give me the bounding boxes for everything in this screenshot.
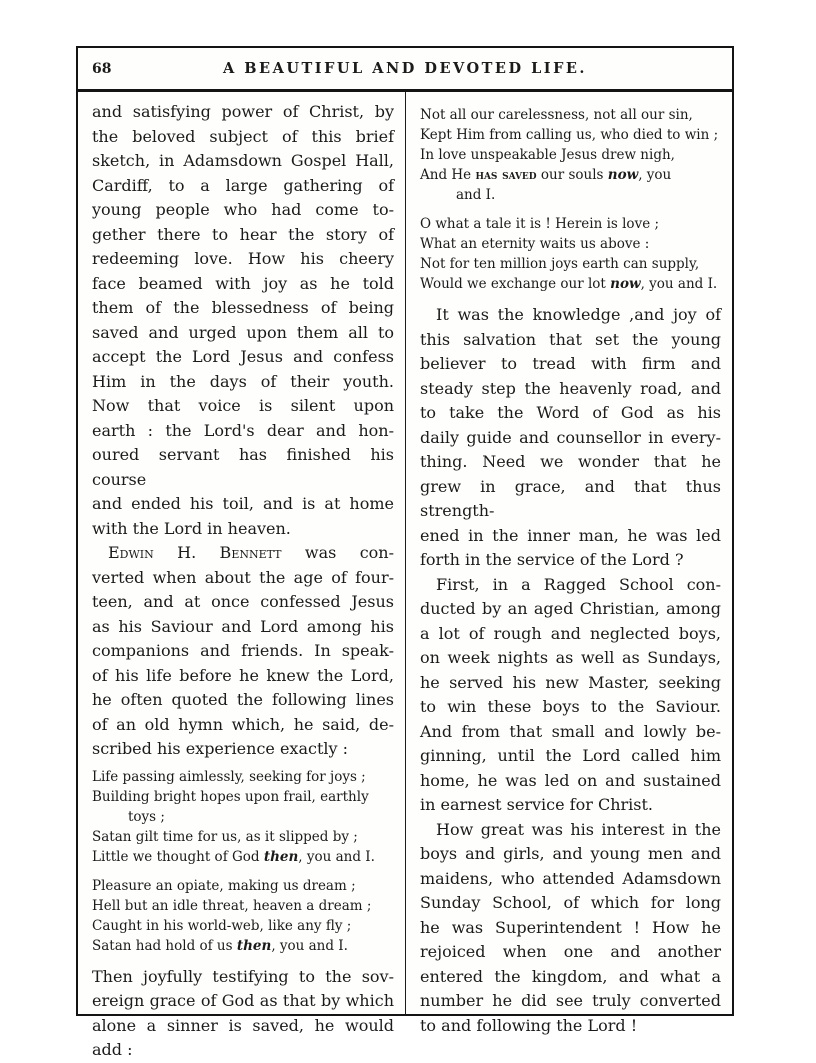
text-line: Not all our carelessness, not all our sin, [420,107,693,123]
text-line: And He has saved our souls now, you [420,167,672,183]
text-line: oured servant has finished his course [92,445,394,489]
text-line: verted when about the age of four- [92,567,394,587]
text-line: the beloved subject of this brief [92,126,394,146]
text-line: First, in a Ragged School con- [436,574,721,594]
text-line: number he did see truly converted [420,991,721,1010]
text-line: to and following the Lord ! [420,1015,638,1035]
text-line: on week nights as well as Sundays, [420,648,721,667]
text-line: ereign grace of God as that by which [92,991,394,1010]
paragraph [420,818,721,1039]
verse-block [420,214,721,294]
text-line: companions and friends. In speak- [92,641,394,660]
text-line: he served his new Master, seeking [420,672,721,692]
left-column [78,92,405,1059]
text-line: he often quoted the following lines [92,690,394,709]
text-line: of his life before he knew the Lord, [92,665,394,685]
text-line: boys and girls, and young men and [420,844,721,863]
text-columns [78,92,732,1059]
verse-block [420,105,721,205]
text-line: of an old hymn which, he said, de- [92,714,394,734]
text-line: Little we thought of God then, you and I. [92,848,375,865]
text-line: grew in grace, and that thus strength- [420,476,721,520]
text-line: to take the Word of God as his [420,403,721,422]
text-line: thing. Need we wonder that he [420,452,721,471]
text-line: What an eternity waits us above : [420,236,650,252]
right-column [405,92,732,1035]
text-line: Satan gilt time for us, as it slipped by ; [92,828,358,845]
page-title: A BEAUTIFUL AND DEVOTED LIFE. [223,60,587,77]
text-line: and ended his toil, and is at home [92,494,394,513]
text-line: to win these boys to the Saviour. [420,697,721,716]
page-header [78,48,732,92]
text-line: as his Saviour and Lord among his [92,616,394,636]
paragraph [420,573,721,818]
text-line: ginning, until the Lord called him [420,746,721,765]
text-line: Cardiff, to a large gathering of [92,175,394,195]
text-line: It was the knowledge ,and joy of [436,305,721,324]
text-line: them of the blessedness of being [92,298,394,317]
text-line: daily guide and counsellor in every- [420,427,721,447]
text-line: Caught in his world-web, like any fly ; [92,917,352,934]
paragraph [92,965,394,1063]
text-line: saved and urged upon them all to [92,322,394,342]
text-line: forth in the service of the Lord ? [420,550,684,569]
text-line: In love unspeakable Jesus drew nigh, [420,147,675,163]
text-line: Then joyfully testifying to the sov- [92,966,394,986]
text-line: a lot of rough and neglected boys, [420,623,721,643]
text-line: rejoiced when one and another [420,942,721,961]
text-line: Building bright hopes upon frail, earthly [92,788,369,805]
text-line: scribed his experience exactly : [92,739,349,758]
text-line: ened in the inner man, he was led [420,525,721,545]
text-line: and satisfying power of Christ, by [92,102,394,121]
text-line: this salvation that set the young [420,329,721,349]
text-line: with the Lord in heaven. [92,518,291,538]
text-line: believer to tread with firm and [420,354,721,373]
text-line: And from that small and lowly be- [420,721,721,741]
text-line: steady step the heavenly road, and [420,378,721,398]
text-line: home, he was led on and sustained [420,770,721,790]
text-line: Pleasure an opiate, making us dream ; [92,877,356,894]
text-line: Sunday School, of which for long [420,893,721,912]
text-line: he was Superintendent ! How he [420,917,721,937]
paragraph [92,541,394,762]
text-line: ducted by an aged Christian, among [420,599,721,618]
text-line: earth : the Lord's dear and hon- [92,420,394,440]
text-line: Kept Him from calling us, who died to win ; [420,127,719,143]
text-line: Hell but an idle threat, heaven a dream ; [92,897,372,914]
text-line: gether there to hear the story of [92,224,394,244]
text-line: face beamed with joy as he told [92,273,394,293]
text-line: Now that voice is silent upon [92,396,394,415]
text-line: Satan had hold of us then, you and I. [92,937,348,954]
text-line: Not for ten million joys earth can supply, [420,256,700,272]
page-number: 68 [92,60,112,77]
text-line: Life passing aimlessly, seeking for joys ; [92,768,366,785]
verse-block [92,767,394,867]
text-line: accept the Lord Jesus and confess [92,347,394,366]
text-line: Him in the days of their youth. [92,371,394,391]
text-line: toys ; [128,808,165,825]
text-line: maidens, who attended Adamsdown [420,868,721,888]
verse-block [92,876,394,956]
page-frame [76,46,734,1059]
paragraph [92,100,394,541]
paragraph [420,303,721,573]
text-line: in earnest service for Christ. [420,795,653,814]
text-line: entered the kingdom, and what a [420,966,721,986]
text-line: young people who had come to- [92,200,394,219]
text-line: sketch, in Adamsdown Gospel Hall, [92,151,394,170]
text-line: and I. [456,187,496,203]
text-line: alone a sinner is saved, he would add : [92,1015,394,1059]
text-line: O what a tale it is ! Herein is love ; [420,216,660,232]
text-line: Edwin H. Bennett was con- [108,543,395,562]
text-line: How great was his interest in the [436,819,721,839]
text-line: redeeming love. How his cheery [92,249,394,268]
text-line: teen, and at once confessed Jesus [92,592,394,611]
text-line: Would we exchange our lot now, you and I. [420,276,718,292]
